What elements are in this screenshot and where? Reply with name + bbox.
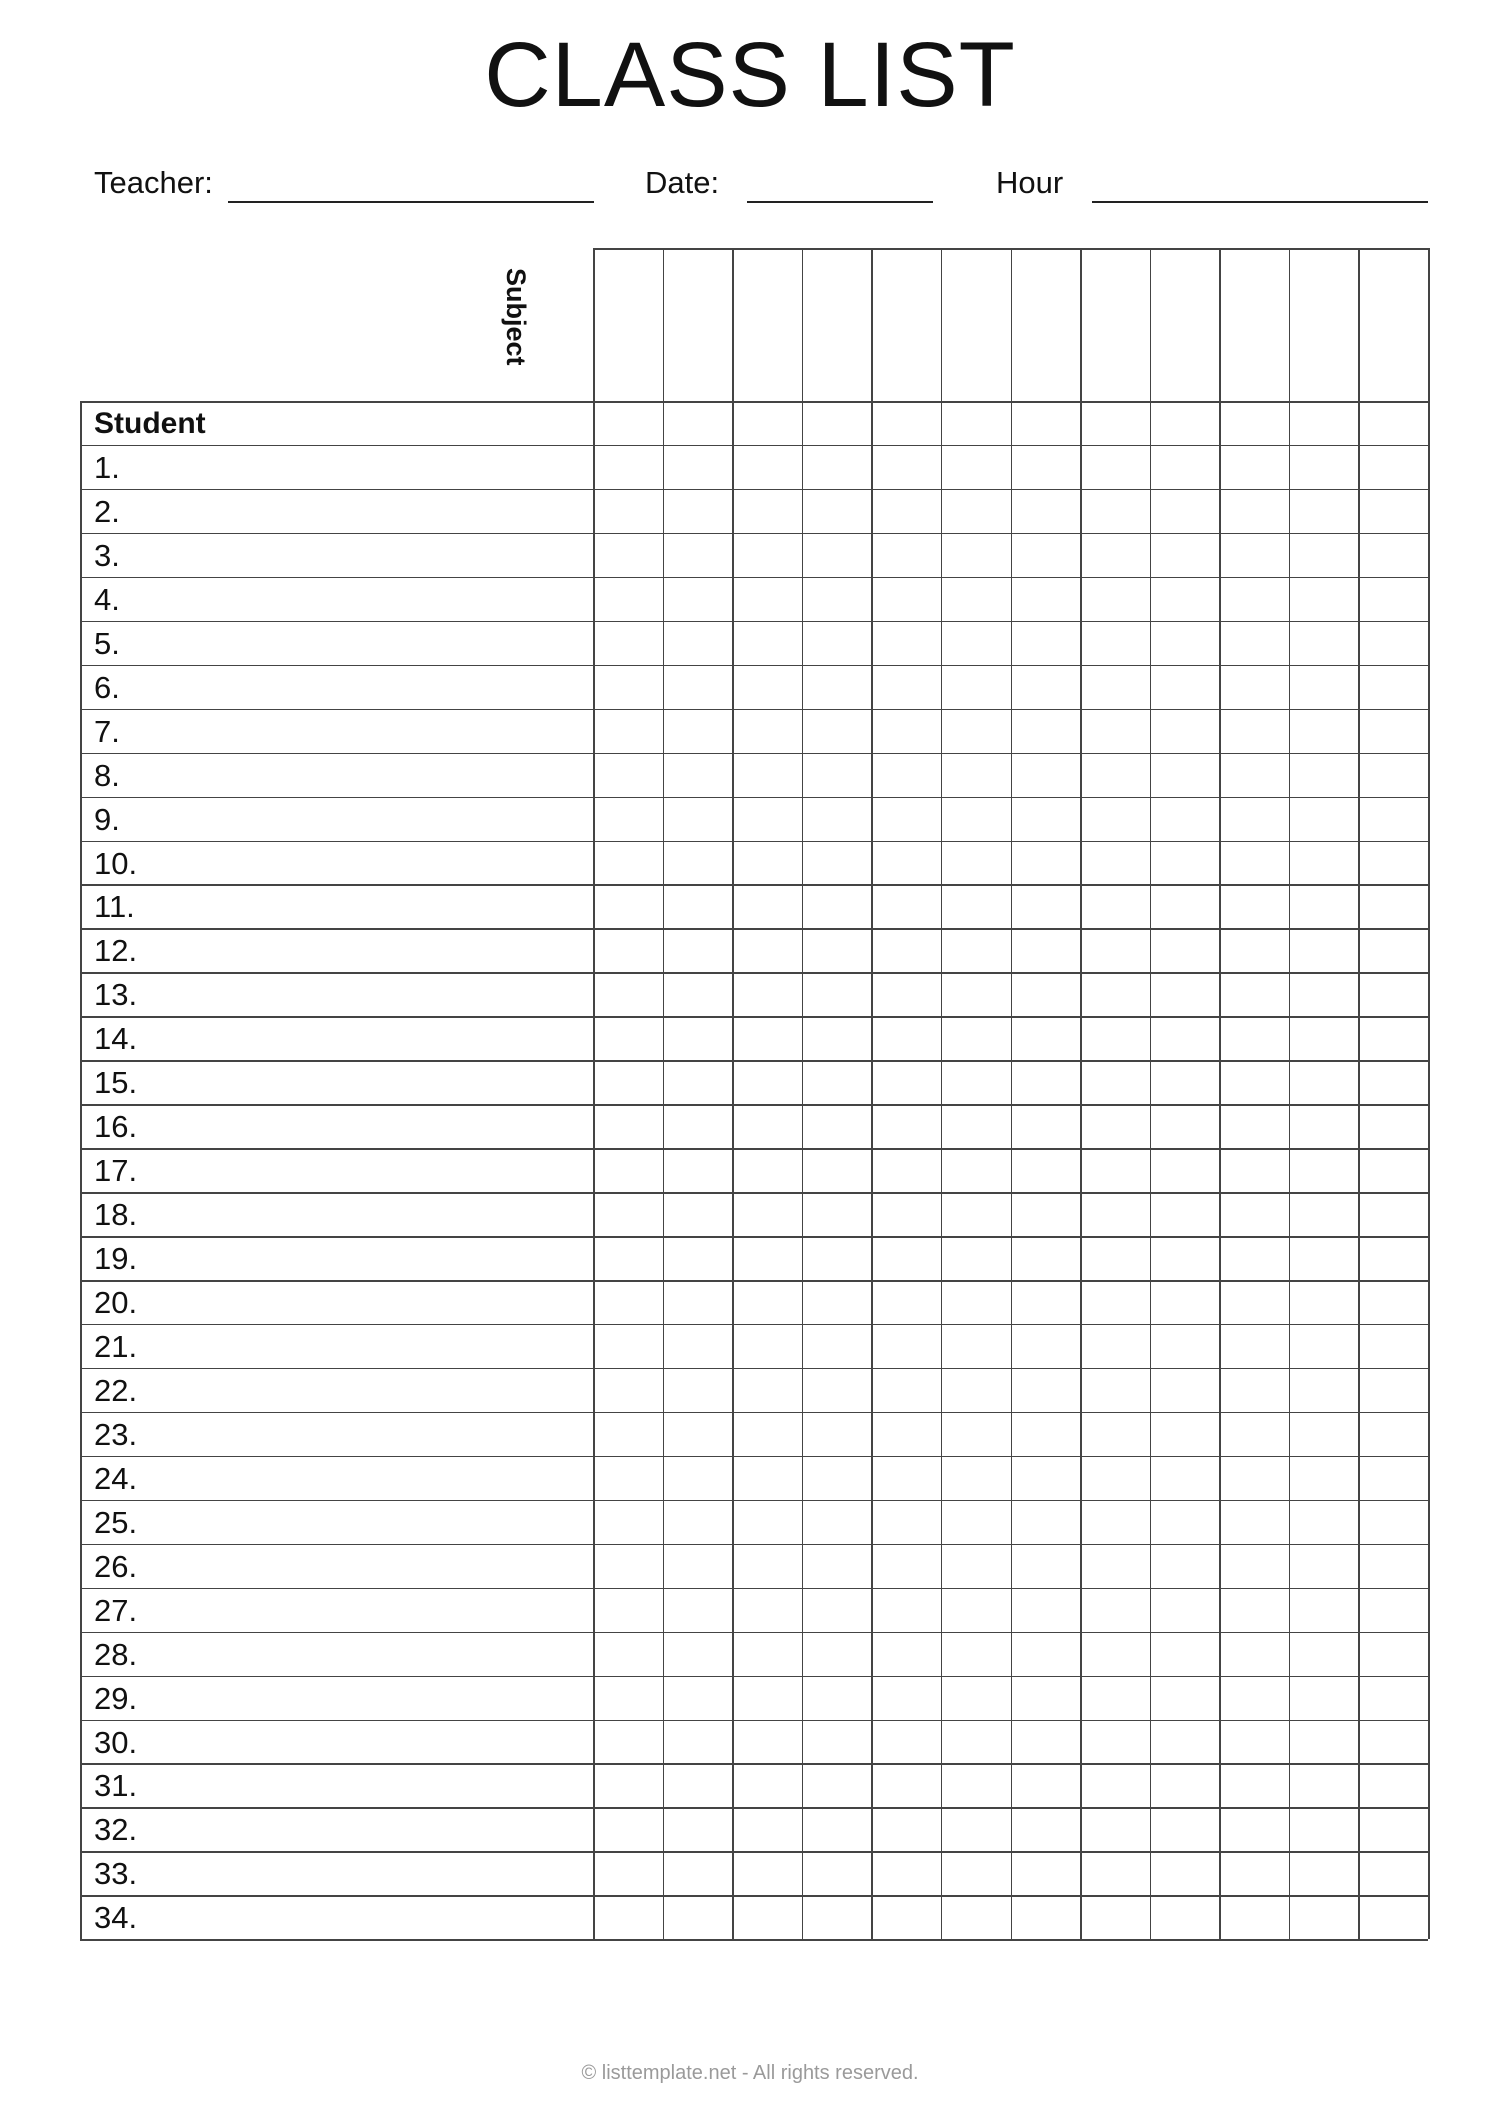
student-row-number: 2. <box>94 493 120 529</box>
grid-column-line <box>871 248 873 1939</box>
student-row-number: 4. <box>94 581 120 617</box>
student-row-number: 20. <box>94 1285 138 1320</box>
student-row-number: 29. <box>94 1680 138 1716</box>
grid-row-line <box>80 1324 1428 1326</box>
page-title: CLASS LIST <box>484 24 1016 126</box>
grid-column-line <box>1150 248 1152 1939</box>
grid-row-line <box>80 1763 1428 1765</box>
grid-row-line <box>80 489 1428 491</box>
student-row-number: 19. <box>94 1241 138 1277</box>
grid-row-line <box>80 1104 1428 1106</box>
student-row-number: 27. <box>94 1592 138 1628</box>
student-header: Student <box>94 407 206 440</box>
grid-column-line <box>1080 248 1082 1939</box>
grid-column-line <box>1219 248 1221 1939</box>
student-row-number: 17. <box>94 1153 138 1189</box>
student-row-number: 5. <box>94 625 120 661</box>
grid-row-line <box>80 1500 1428 1502</box>
grid-row-line <box>80 1588 1428 1590</box>
grid-left-border <box>80 401 82 1939</box>
student-row-number: 33. <box>94 1856 138 1892</box>
grid-row-line <box>80 1412 1428 1414</box>
grid-column-line <box>663 248 665 1939</box>
grid-column-line <box>1358 248 1360 1939</box>
student-row-number: 14. <box>94 1021 138 1057</box>
grid-row-line <box>80 797 1428 799</box>
grid-row-line <box>80 1807 1428 1809</box>
student-row-number: 8. <box>94 757 120 793</box>
grid-row-line <box>80 401 1428 403</box>
student-row-number: 16. <box>94 1109 138 1145</box>
grid-row-line <box>80 928 1428 930</box>
grid-row-line <box>80 1851 1428 1853</box>
grid-column-line <box>941 248 943 1939</box>
grid-row-line <box>80 753 1428 755</box>
grid-column-line <box>593 248 595 1939</box>
student-row-number: 25. <box>94 1504 138 1540</box>
student-row-number: 26. <box>94 1548 138 1584</box>
student-row-number: 22. <box>94 1372 138 1408</box>
student-row-number: 30. <box>94 1724 138 1760</box>
student-row-number: 10. <box>94 845 138 881</box>
grid-row-line <box>80 1016 1428 1018</box>
teacher-label: Teacher: <box>94 165 213 200</box>
grid-row-line <box>80 1192 1428 1194</box>
student-row-number: 24. <box>94 1460 138 1496</box>
student-row-number: 13. <box>94 977 138 1013</box>
grid-row-line <box>80 621 1428 623</box>
hour-label: Hour <box>996 165 1064 200</box>
student-row-number: 34. <box>94 1900 138 1936</box>
student-row-number: 21. <box>94 1328 138 1364</box>
grid-column-line <box>732 248 734 1939</box>
grid-row-line <box>80 1148 1428 1150</box>
grid-row-line <box>80 841 1428 843</box>
date-label: Date: <box>645 165 720 200</box>
student-row-number: 11. <box>94 889 135 925</box>
grid-row-line <box>80 709 1428 711</box>
grid-column-line <box>1011 248 1013 1939</box>
student-row-number: 23. <box>94 1416 138 1452</box>
student-row-number: 15. <box>94 1065 138 1101</box>
grid-row-line <box>80 1060 1428 1062</box>
grid-row-line <box>80 972 1428 974</box>
grid-row-line <box>80 1236 1428 1238</box>
student-row-number: 31. <box>94 1768 138 1804</box>
grid-row-line <box>80 1280 1428 1282</box>
copyright-footer: © listtemplate.net - All rights reserved. <box>581 2062 919 2084</box>
student-row-number: 32. <box>94 1812 138 1848</box>
grid-row-line <box>80 884 1428 886</box>
grid-row-line <box>80 665 1428 667</box>
grid-row-line <box>80 533 1428 535</box>
student-row-number: 18. <box>94 1197 138 1233</box>
grid-column-line <box>1289 248 1291 1939</box>
grid-row-line <box>80 1676 1428 1678</box>
grid-column-line <box>1428 248 1430 1939</box>
grid-row-line <box>80 1368 1428 1370</box>
grid-row-line <box>80 577 1428 579</box>
grid-column-line <box>802 248 804 1939</box>
grid-row-line <box>80 1895 1428 1897</box>
grid-row-line <box>80 1939 1428 1941</box>
grid-row-line <box>80 1456 1428 1458</box>
student-row-number: 3. <box>94 537 120 573</box>
student-row-number: 6. <box>94 669 120 705</box>
grid-row-line <box>80 1632 1428 1634</box>
subject-label: Subject <box>501 268 531 366</box>
grid-row-line <box>80 1544 1428 1546</box>
student-row-number: 9. <box>94 801 120 837</box>
student-row-number: 28. <box>94 1636 138 1672</box>
student-row-number: 1. <box>94 449 120 485</box>
student-row-number: 12. <box>94 933 138 969</box>
grid-row-line <box>80 1720 1428 1722</box>
grid-row-line <box>80 445 1428 447</box>
student-row-number: 7. <box>94 713 120 749</box>
